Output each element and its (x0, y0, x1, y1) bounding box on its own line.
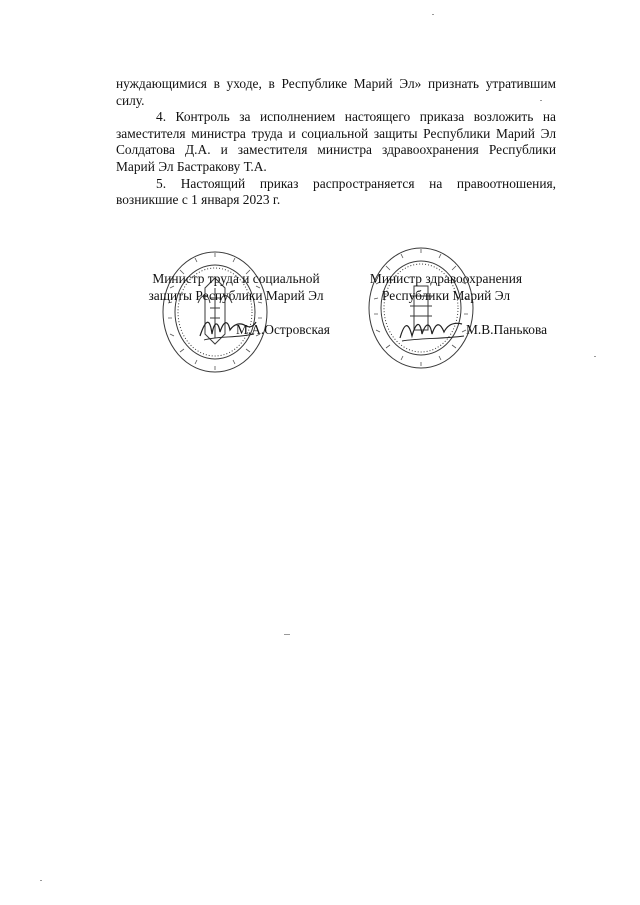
right-title-line2: Республики Марий Эл (381, 287, 511, 303)
right-signatory-title (356, 271, 536, 304)
scan-speck (40, 880, 42, 881)
left-title-line1: Министр труда и социальной (152, 271, 320, 286)
right-seal-icon (366, 244, 476, 372)
left-seal-icon (160, 248, 270, 376)
right-title-line1: Министр здравоохранения (369, 271, 523, 286)
right-handwritten-signature (398, 314, 466, 344)
paragraph-item-5: 5. Настоящий приказ распространяется на правоотношения, возникшие с 1 января 2023 г. (116, 175, 556, 208)
scan-speck (594, 356, 596, 357)
scan-speck (284, 634, 290, 635)
left-signatory-name: М.А.Островская (236, 322, 330, 337)
scan-speck (540, 100, 542, 101)
left-title-line2: защиты Республики Марий Эл (148, 287, 324, 303)
right-signatory-name: М.В.Панькова (466, 322, 548, 337)
scan-speck (432, 14, 434, 15)
left-signatory-title (136, 271, 336, 304)
order-body-text (116, 76, 556, 209)
paragraph-item-4: 4. Контроль за исполнением настоящего приказа возложить на заместителя министра труда и социальной защиты Республики Марий Эл Солдатова Д.А. и заместителя министра здравоохранения Республики Марий Эл Бастракову Т.А. (116, 109, 556, 174)
paragraph-continuation: нуждающимися в уходе, в Республике Марий Эл» признать утратившим силу. (116, 76, 556, 108)
